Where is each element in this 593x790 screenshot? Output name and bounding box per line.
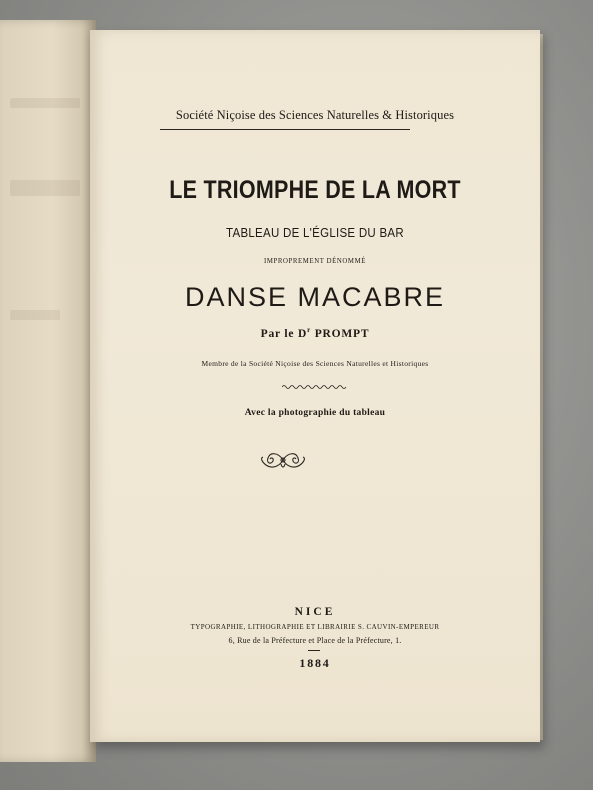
imprint-year: 1884 xyxy=(299,656,331,670)
bleed-through-text xyxy=(10,180,80,196)
imprint-city: NICE xyxy=(294,606,336,618)
title-page xyxy=(90,30,540,742)
year-rule xyxy=(308,650,320,651)
member-line: Membre de la Société Niçoise des Sciences Naturelles et Historiques xyxy=(201,359,429,368)
society-header: Société Niçoise des Sciences Naturelles & Historiques xyxy=(175,108,455,122)
imprint-address: 6, Rue de la Préfecture et Place de la Préfecture, 1. xyxy=(228,636,402,645)
facing-page xyxy=(0,20,96,762)
author-superscript: r xyxy=(307,326,312,334)
imprint-printer: TYPOGRAPHIE, LITHOGRAPHIE ET LIBRAIRIE S. CAUVIN-EMPEREUR xyxy=(190,623,440,631)
photo-note: Avec la photographie du tableau xyxy=(244,408,386,418)
author-name: PROMPT xyxy=(314,327,370,340)
bleed-through-text xyxy=(10,98,80,108)
author-line xyxy=(90,326,540,340)
header-rule xyxy=(160,129,410,130)
author-prefix: Par le D xyxy=(260,327,308,340)
main-title: DANSE MACABRE xyxy=(184,282,446,312)
improperly-named-line: IMPROPREMENT DÉNOMMÉ xyxy=(264,258,366,265)
ornament-icon xyxy=(258,448,308,472)
subtitle: TABLEAU DE L'ÉGLISE DU BAR xyxy=(226,226,404,240)
bleed-through-text xyxy=(10,310,60,320)
wavy-divider xyxy=(282,384,348,390)
page-title: LE TRIOMPHE DE LA MORT xyxy=(169,176,461,204)
